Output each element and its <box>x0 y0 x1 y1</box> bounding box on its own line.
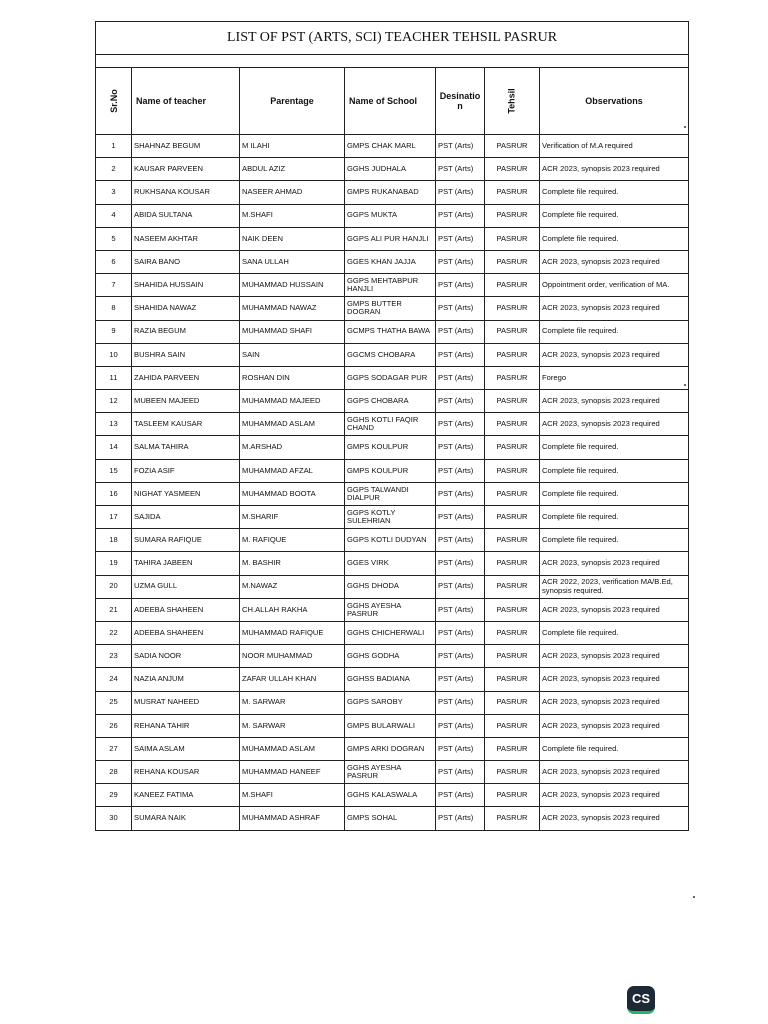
table-row <box>96 158 689 181</box>
cell-designation: PST (Arts) <box>436 227 485 250</box>
cell-parentage: M. SARWAR <box>240 691 345 714</box>
cell-parentage: ROSHAN DIN <box>240 366 345 389</box>
scan-speck <box>684 384 686 386</box>
cell-school: GGPS ALI PUR HANJLI <box>345 227 436 250</box>
cell-sno: 7 <box>96 274 132 297</box>
table-row <box>96 343 689 366</box>
cell-tehsil: PASRUR <box>485 343 540 366</box>
cell-school: GGPS KOTLI DUDYAN <box>345 529 436 552</box>
cell-teacher-name: MUSRAT NAHEED <box>132 691 240 714</box>
cell-parentage: M.SHARIF <box>240 506 345 529</box>
cell-teacher-name: ADEEBA SHAHEEN <box>132 621 240 644</box>
cell-tehsil: PASRUR <box>485 482 540 505</box>
cell-parentage: CH.ALLAH RAKHA <box>240 598 345 621</box>
cell-designation: PST (Arts) <box>436 506 485 529</box>
cell-tehsil: PASRUR <box>485 784 540 807</box>
cell-parentage: M. SARWAR <box>240 714 345 737</box>
header-observations: Observations <box>540 68 689 135</box>
cell-school: GMPS BUTTER DOGRAN <box>345 297 436 320</box>
cell-teacher-name: SHAHNAZ BEGUM <box>132 135 240 158</box>
cell-observations: ACR 2023, synopsis 2023 required <box>540 784 689 807</box>
cell-parentage: MUHAMMAD SHAFI <box>240 320 345 343</box>
cell-observations: ACR 2023, synopsis 2023 required <box>540 668 689 691</box>
cell-tehsil: PASRUR <box>485 135 540 158</box>
cell-observations: ACR 2023, synopsis 2023 required <box>540 390 689 413</box>
cell-tehsil: PASRUR <box>485 691 540 714</box>
cell-designation: PST (Arts) <box>436 714 485 737</box>
cell-observations: Complete file required. <box>540 621 689 644</box>
cell-sno: 28 <box>96 761 132 784</box>
cell-parentage: NAIK DEEN <box>240 227 345 250</box>
cell-designation: PST (Arts) <box>436 413 485 436</box>
cell-sno: 2 <box>96 158 132 181</box>
cell-designation: PST (Arts) <box>436 343 485 366</box>
cell-parentage: M ILAHI <box>240 135 345 158</box>
table-row <box>96 575 689 598</box>
cell-teacher-name: NASEEM AKHTAR <box>132 227 240 250</box>
table-row <box>96 529 689 552</box>
cell-sno: 1 <box>96 135 132 158</box>
cell-parentage: ABDUL AZIZ <box>240 158 345 181</box>
cell-observations: ACR 2023, synopsis 2023 required <box>540 552 689 575</box>
cell-observations: Complete file required. <box>540 320 689 343</box>
cell-teacher-name: TAHIRA JABEEN <box>132 552 240 575</box>
cell-school: GGCMS CHOBARA <box>345 343 436 366</box>
cell-tehsil: PASRUR <box>485 761 540 784</box>
cell-school: GGPS SAROBY <box>345 691 436 714</box>
cell-parentage: MUHAMMAD ASHRAF <box>240 807 345 830</box>
cell-observations: ACR 2023, synopsis 2023 required <box>540 645 689 668</box>
cell-sno: 20 <box>96 575 132 598</box>
cell-designation: PST (Arts) <box>436 274 485 297</box>
cell-designation: PST (Arts) <box>436 761 485 784</box>
cell-sno: 21 <box>96 598 132 621</box>
cell-observations: Oppointment order, verification of MA. <box>540 274 689 297</box>
cell-teacher-name: SHAHIDA NAWAZ <box>132 297 240 320</box>
header-designation: Desinatio n <box>436 68 485 135</box>
cell-designation: PST (Arts) <box>436 807 485 830</box>
cell-observations: ACR 2023, synopsis 2023 required <box>540 343 689 366</box>
cell-designation: PST (Arts) <box>436 250 485 273</box>
cell-teacher-name: RAZIA BEGUM <box>132 320 240 343</box>
cell-teacher-name: BUSHRA SAIN <box>132 343 240 366</box>
cell-designation: PST (Arts) <box>436 158 485 181</box>
cell-school: GMPS SOHAL <box>345 807 436 830</box>
table-row <box>96 506 689 529</box>
table-row <box>96 459 689 482</box>
cell-tehsil: PASRUR <box>485 506 540 529</box>
cell-teacher-name: REHANA KOUSAR <box>132 761 240 784</box>
cell-teacher-name: ADEEBA SHAHEEN <box>132 598 240 621</box>
table-row <box>96 297 689 320</box>
cell-sno: 26 <box>96 714 132 737</box>
table-row <box>96 784 689 807</box>
cell-school: GGHS DHODA <box>345 575 436 598</box>
cell-parentage: SANA ULLAH <box>240 250 345 273</box>
cell-tehsil: PASRUR <box>485 714 540 737</box>
table-row <box>96 668 689 691</box>
cell-sno: 10 <box>96 343 132 366</box>
cell-sno: 19 <box>96 552 132 575</box>
cell-sno: 29 <box>96 784 132 807</box>
cell-observations: Complete file required. <box>540 436 689 459</box>
cell-school: GGHS JUDHALA <box>345 158 436 181</box>
teacher-list-table <box>95 21 689 831</box>
cell-observations: ACR 2023, synopsis 2023 required <box>540 598 689 621</box>
table-row <box>96 413 689 436</box>
cell-designation: PST (Arts) <box>436 204 485 227</box>
cell-sno: 27 <box>96 737 132 760</box>
cell-sno: 3 <box>96 181 132 204</box>
cell-school: GGHS AYESHA PASRUR <box>345 598 436 621</box>
cell-sno: 24 <box>96 668 132 691</box>
cell-tehsil: PASRUR <box>485 807 540 830</box>
cell-school: GGHS GODHA <box>345 645 436 668</box>
table-row <box>96 135 689 158</box>
cell-observations: Complete file required. <box>540 737 689 760</box>
cell-tehsil: PASRUR <box>485 668 540 691</box>
cell-sno: 5 <box>96 227 132 250</box>
cell-tehsil: PASRUR <box>485 181 540 204</box>
cell-observations: Complete file required. <box>540 181 689 204</box>
cell-observations: ACR 2023, synopsis 2023 required <box>540 250 689 273</box>
cell-sno: 22 <box>96 621 132 644</box>
cell-tehsil: PASRUR <box>485 274 540 297</box>
header-row <box>96 68 689 135</box>
table-row <box>96 250 689 273</box>
scan-speck <box>684 126 686 128</box>
table-row <box>96 366 689 389</box>
table-row <box>96 807 689 830</box>
cell-school: GGES KHAN JAJJA <box>345 250 436 273</box>
cell-school: GMPS RUKANABAD <box>345 181 436 204</box>
cell-teacher-name: FOZIA ASIF <box>132 459 240 482</box>
cell-observations: ACR 2023, synopsis 2023 required <box>540 297 689 320</box>
cell-observations: Complete file required. <box>540 227 689 250</box>
title-gap-row <box>96 55 689 68</box>
cell-tehsil: PASRUR <box>485 366 540 389</box>
cell-designation: PST (Arts) <box>436 621 485 644</box>
cell-school: GMPS KOULPUR <box>345 459 436 482</box>
table-row <box>96 436 689 459</box>
cell-designation: PST (Arts) <box>436 784 485 807</box>
cell-teacher-name: KAUSAR PARVEEN <box>132 158 240 181</box>
cell-designation: PST (Arts) <box>436 459 485 482</box>
cell-sno: 11 <box>96 366 132 389</box>
cell-teacher-name: RUKHSANA KOUSAR <box>132 181 240 204</box>
cell-school: GGPS SODAGAR PUR <box>345 366 436 389</box>
cell-parentage: M.SHAFI <box>240 784 345 807</box>
cell-observations: ACR 2023, synopsis 2023 required <box>540 761 689 784</box>
header-name: Name of teacher <box>132 68 240 135</box>
table-row <box>96 204 689 227</box>
cell-teacher-name: UZMA GULL <box>132 575 240 598</box>
cell-school: GCMPS THATHA BAWA <box>345 320 436 343</box>
cell-observations: ACR 2022, 2023, verification MA/B.Ed, synopsis required. <box>540 575 689 598</box>
table-row <box>96 320 689 343</box>
cell-parentage: NASEER AHMAD <box>240 181 345 204</box>
cell-tehsil: PASRUR <box>485 737 540 760</box>
cell-school: GGHS CHICHERWALI <box>345 621 436 644</box>
cell-parentage: M. BASHIR <box>240 552 345 575</box>
cell-observations: Complete file required. <box>540 204 689 227</box>
cell-school: GGPS MEHTABPUR HANJLI <box>345 274 436 297</box>
cell-parentage: MUHAMMAD NAWAZ <box>240 297 345 320</box>
cell-sno: 13 <box>96 413 132 436</box>
table-row <box>96 737 689 760</box>
cell-parentage: MUHAMMAD MAJEED <box>240 390 345 413</box>
cell-teacher-name: MUBEEN MAJEED <box>132 390 240 413</box>
cell-school: GGHS KOTLI FAQIR CHAND <box>345 413 436 436</box>
cell-tehsil: PASRUR <box>485 552 540 575</box>
cell-observations: Complete file required. <box>540 482 689 505</box>
cell-parentage: MUHAMMAD AFZAL <box>240 459 345 482</box>
cell-sno: 18 <box>96 529 132 552</box>
cell-sno: 25 <box>96 691 132 714</box>
cell-sno: 15 <box>96 459 132 482</box>
cell-school: GMPS KOULPUR <box>345 436 436 459</box>
cell-sno: 14 <box>96 436 132 459</box>
table-row <box>96 645 689 668</box>
cell-designation: PST (Arts) <box>436 668 485 691</box>
cell-designation: PST (Arts) <box>436 482 485 505</box>
cell-teacher-name: SUMARA RAFIQUE <box>132 529 240 552</box>
cell-parentage: MUHAMMAD HANEEF <box>240 761 345 784</box>
camscanner-logo-icon: CS <box>627 986 655 1014</box>
header-parentage: Parentage <box>240 68 345 135</box>
table-row <box>96 621 689 644</box>
cell-teacher-name: ABIDA SULTANA <box>132 204 240 227</box>
cell-school: GMPS ARKI DOGRAN <box>345 737 436 760</box>
cell-sno: 23 <box>96 645 132 668</box>
cell-designation: PST (Arts) <box>436 529 485 552</box>
cell-school: GGPS CHOBARA <box>345 390 436 413</box>
cell-school: GGHSS BADIANA <box>345 668 436 691</box>
cell-sno: 17 <box>96 506 132 529</box>
cell-teacher-name: TASLEEM KAUSAR <box>132 413 240 436</box>
table-row <box>96 181 689 204</box>
cell-sno: 30 <box>96 807 132 830</box>
cell-parentage: MUHAMMAD RAFIQUE <box>240 621 345 644</box>
table-row <box>96 761 689 784</box>
cell-observations: Verification of M.A required <box>540 135 689 158</box>
cell-tehsil: PASRUR <box>485 575 540 598</box>
cell-teacher-name: NIGHAT YASMEEN <box>132 482 240 505</box>
table-row <box>96 274 689 297</box>
cell-parentage: MUHAMMAD HUSSAIN <box>240 274 345 297</box>
cell-designation: PST (Arts) <box>436 297 485 320</box>
table-body <box>96 135 689 831</box>
cell-parentage: MUHAMMAD BOOTA <box>240 482 345 505</box>
cell-observations: ACR 2023, synopsis 2023 required <box>540 158 689 181</box>
cell-school: GGPS TALWANDI DIALPUR <box>345 482 436 505</box>
cell-tehsil: PASRUR <box>485 436 540 459</box>
cell-teacher-name: NAZIA ANJUM <box>132 668 240 691</box>
cell-parentage: MUHAMMAD ASLAM <box>240 413 345 436</box>
cell-tehsil: PASRUR <box>485 529 540 552</box>
header-sno: Sr.No <box>96 68 132 135</box>
table-row <box>96 482 689 505</box>
cell-tehsil: PASRUR <box>485 413 540 436</box>
cell-sno: 6 <box>96 250 132 273</box>
cell-teacher-name: KANEEZ FATIMA <box>132 784 240 807</box>
cell-teacher-name: ZAHIDA PARVEEN <box>132 366 240 389</box>
cell-observations: Forego <box>540 366 689 389</box>
cell-designation: PST (Arts) <box>436 390 485 413</box>
cell-teacher-name: SAJIDA <box>132 506 240 529</box>
cell-designation: PST (Arts) <box>436 645 485 668</box>
cell-tehsil: PASRUR <box>485 390 540 413</box>
cell-designation: PST (Arts) <box>436 436 485 459</box>
cell-sno: 4 <box>96 204 132 227</box>
cell-tehsil: PASRUR <box>485 320 540 343</box>
cell-tehsil: PASRUR <box>485 158 540 181</box>
cell-designation: PST (Arts) <box>436 598 485 621</box>
cell-school: GGES VIRK <box>345 552 436 575</box>
cell-school: GGHS KALASWALA <box>345 784 436 807</box>
cell-tehsil: PASRUR <box>485 204 540 227</box>
scan-speck <box>693 896 695 898</box>
cell-designation: PST (Arts) <box>436 575 485 598</box>
cell-teacher-name: SADIA NOOR <box>132 645 240 668</box>
table-row <box>96 390 689 413</box>
cell-sno: 9 <box>96 320 132 343</box>
cell-observations: Complete file required. <box>540 506 689 529</box>
cell-teacher-name: SAIRA BANO <box>132 250 240 273</box>
cell-teacher-name: SHAHIDA HUSSAIN <box>132 274 240 297</box>
cell-observations: ACR 2023, synopsis 2023 required <box>540 714 689 737</box>
cell-sno: 8 <box>96 297 132 320</box>
cell-parentage: NOOR MUHAMMAD <box>240 645 345 668</box>
cell-teacher-name: REHANA TAHIR <box>132 714 240 737</box>
cell-parentage: M.ARSHAD <box>240 436 345 459</box>
cell-parentage: M. RAFIQUE <box>240 529 345 552</box>
cell-designation: PST (Arts) <box>436 320 485 343</box>
cell-school: GGHS AYESHA PASRUR <box>345 761 436 784</box>
cell-school: GMPS CHAK MARL <box>345 135 436 158</box>
document-title: LIST OF PST (ARTS, SCI) TEACHER TEHSIL PASRUR <box>96 22 689 55</box>
cell-parentage: M.NAWAZ <box>240 575 345 598</box>
table-row <box>96 227 689 250</box>
cell-observations: ACR 2023, synopsis 2023 required <box>540 691 689 714</box>
cell-parentage: ZAFAR ULLAH KHAN <box>240 668 345 691</box>
cell-school: GMPS BULARWALI <box>345 714 436 737</box>
cell-sno: 16 <box>96 482 132 505</box>
cell-sno: 12 <box>96 390 132 413</box>
cell-tehsil: PASRUR <box>485 227 540 250</box>
header-school: Name of School <box>345 68 436 135</box>
cell-teacher-name: SUMARA NAIK <box>132 807 240 830</box>
cell-tehsil: PASRUR <box>485 297 540 320</box>
cell-tehsil: PASRUR <box>485 645 540 668</box>
cell-observations: ACR 2023, synopsis 2023 required <box>540 807 689 830</box>
cell-observations: ACR 2023, synopsis 2023 required <box>540 413 689 436</box>
cell-designation: PST (Arts) <box>436 552 485 575</box>
cell-designation: PST (Arts) <box>436 135 485 158</box>
cell-teacher-name: SALMA TAHIRA <box>132 436 240 459</box>
header-tehsil: Tehsil <box>485 68 540 135</box>
table-row <box>96 691 689 714</box>
cell-tehsil: PASRUR <box>485 250 540 273</box>
cell-tehsil: PASRUR <box>485 598 540 621</box>
table-row <box>96 552 689 575</box>
cell-parentage: M.SHAFI <box>240 204 345 227</box>
cell-observations: Complete file required. <box>540 529 689 552</box>
cell-tehsil: PASRUR <box>485 621 540 644</box>
cell-designation: PST (Arts) <box>436 181 485 204</box>
table-row <box>96 598 689 621</box>
cell-parentage: MUHAMMAD ASLAM <box>240 737 345 760</box>
cell-parentage: SAIN <box>240 343 345 366</box>
cell-school: GGPS MUKTA <box>345 204 436 227</box>
cell-observations: Complete file required. <box>540 459 689 482</box>
cell-designation: PST (Arts) <box>436 366 485 389</box>
cell-tehsil: PASRUR <box>485 459 540 482</box>
cell-teacher-name: SAIMA ASLAM <box>132 737 240 760</box>
cell-designation: PST (Arts) <box>436 691 485 714</box>
table-row <box>96 714 689 737</box>
cell-school: GGPS KOTLY SULEHRIAN <box>345 506 436 529</box>
cell-designation: PST (Arts) <box>436 737 485 760</box>
